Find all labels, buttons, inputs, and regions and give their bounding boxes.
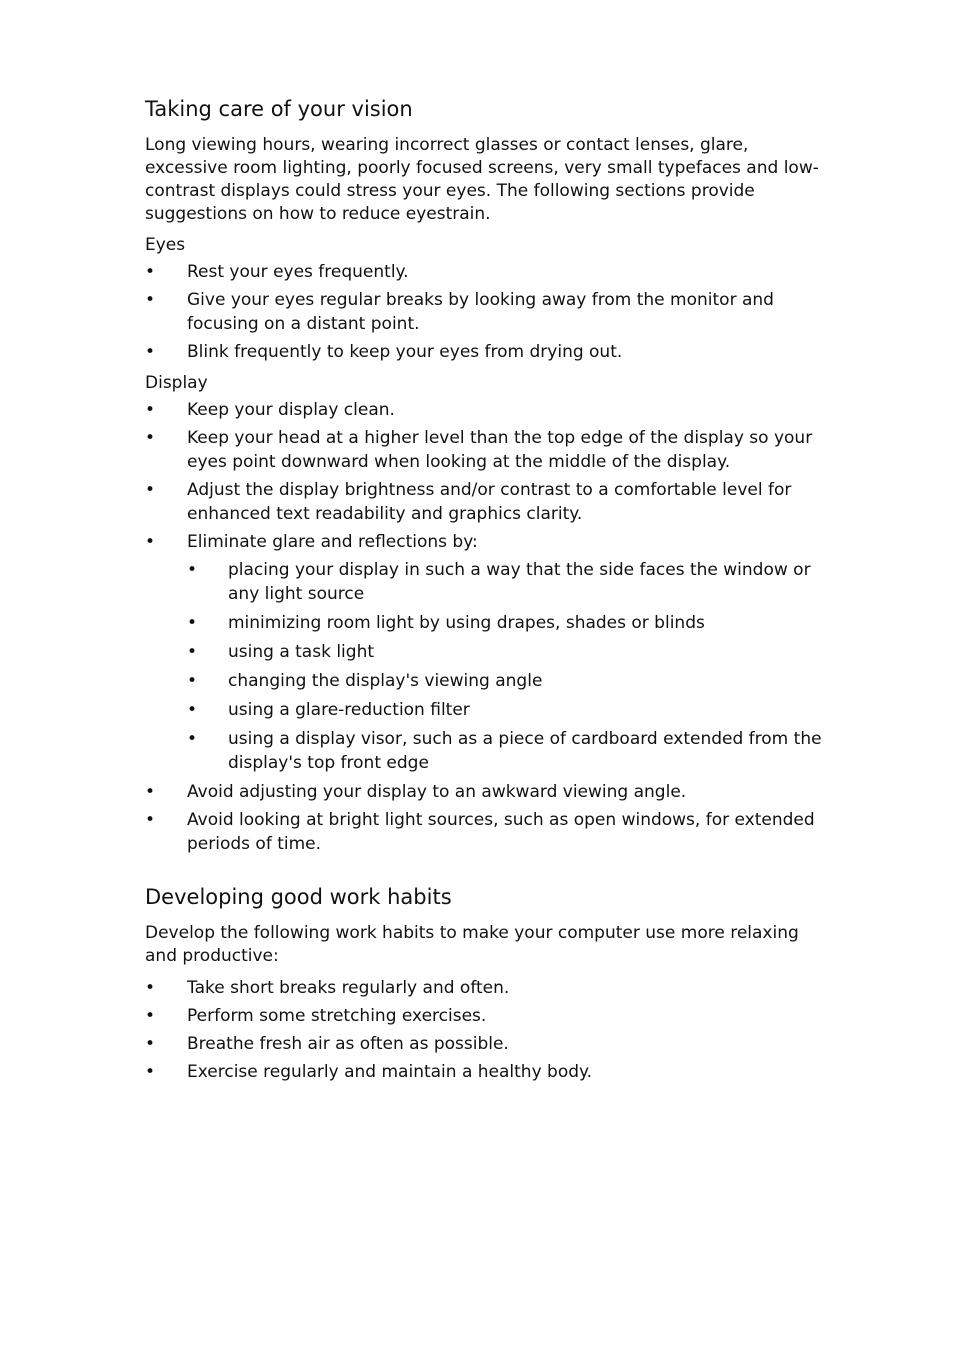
- list-item: [145, 1032, 835, 1056]
- list-item: [145, 340, 835, 364]
- bullet-icon: •: [145, 342, 156, 362]
- list-item: [145, 780, 835, 804]
- bullet-icon: •: [145, 400, 156, 420]
- list-item: [145, 1060, 835, 1084]
- list-item-text: Perform some stretching exercises.: [187, 1006, 487, 1026]
- glare-sublist: [187, 558, 835, 775]
- sublist-item: [187, 640, 835, 664]
- sublist-item: [187, 727, 835, 775]
- list-item-text: Breathe fresh air as often as possible.: [187, 1034, 509, 1054]
- bullet-icon: •: [145, 1034, 156, 1054]
- list-item: [145, 1004, 835, 1028]
- page-content: [145, 94, 835, 1092]
- list-item: [145, 426, 835, 474]
- list-item: [145, 260, 835, 284]
- sublist-item-text: changing the display's viewing angle: [228, 671, 543, 691]
- vision-intro-paragraph: Long viewing hours, wearing incorrect glasses or contact lenses, glare, excessive room lighting, poorly focused screens, very small typefaces and low-contrast displays could stress your eyes. The following sections provide suggestions on how to reduce eyestrain.: [145, 135, 819, 224]
- list-item: [145, 530, 835, 775]
- bullet-icon: •: [145, 290, 156, 310]
- eyes-subheading: Eyes: [145, 235, 186, 255]
- work-habits-list: [145, 976, 835, 1084]
- bullet-icon: •: [145, 532, 156, 552]
- sublist-item-text: placing your display in such a way that the side faces the window or any light source: [228, 560, 811, 604]
- display-subheading: Display: [145, 373, 208, 393]
- eyes-list: [145, 260, 835, 364]
- display-list: [145, 398, 835, 856]
- bullet-icon: •: [187, 671, 198, 691]
- bullet-icon: •: [145, 782, 156, 802]
- bullet-icon: •: [187, 560, 198, 580]
- sublist-item-text: using a glare-reduction filter: [228, 700, 470, 720]
- list-item-text: Keep your display clean.: [187, 400, 395, 420]
- list-item: [145, 288, 835, 336]
- sublist-item-text: minimizing room light by using drapes, shades or blinds: [228, 613, 705, 633]
- list-item: [145, 808, 835, 856]
- bullet-icon: •: [145, 428, 156, 448]
- sublist-item: [187, 698, 835, 722]
- section-heading-vision: Taking care of your vision: [145, 97, 413, 121]
- list-item-text: Take short breaks regularly and often.: [187, 978, 510, 998]
- sublist-item: [187, 558, 835, 606]
- list-item-text: Avoid looking at bright light sources, such as open windows, for extended periods of time.: [187, 810, 815, 854]
- sublist-item: [187, 669, 835, 693]
- list-item-text: Blink frequently to keep your eyes from drying out.: [187, 342, 623, 362]
- bullet-icon: •: [187, 642, 198, 662]
- work-habits-intro-paragraph: Develop the following work habits to make your computer use more relaxing and productive:: [145, 923, 799, 966]
- bullet-icon: •: [187, 700, 198, 720]
- bullet-icon: •: [145, 480, 156, 500]
- bullet-icon: •: [145, 1006, 156, 1026]
- sublist-item-text: using a display visor, such as a piece of cardboard extended from the display's top front edge: [228, 729, 822, 773]
- list-item-text: Rest your eyes frequently.: [187, 262, 409, 282]
- sublist-item-text: using a task light: [228, 642, 375, 662]
- list-item: [145, 478, 835, 526]
- list-item-text: Eliminate glare and reflections by:: [187, 532, 478, 552]
- bullet-icon: •: [145, 810, 156, 830]
- list-item: [145, 398, 835, 422]
- list-item-text: Avoid adjusting your display to an awkward viewing angle.: [187, 782, 687, 802]
- list-item-text: Keep your head at a higher level than the top edge of the display so your eyes point downward when looking at the middle of the display.: [187, 428, 813, 472]
- sublist-item: [187, 611, 835, 635]
- bullet-icon: •: [187, 729, 198, 749]
- list-item-text: Exercise regularly and maintain a healthy body.: [187, 1062, 593, 1082]
- section-heading-work-habits: Developing good work habits: [145, 885, 452, 909]
- list-item-text: Adjust the display brightness and/or contrast to a comfortable level for enhanced text readability and graphics clarity.: [187, 480, 792, 524]
- bullet-icon: •: [145, 262, 156, 282]
- list-item: [145, 976, 835, 1000]
- bullet-icon: •: [145, 1062, 156, 1082]
- bullet-icon: •: [145, 978, 156, 998]
- bullet-icon: •: [187, 613, 198, 633]
- list-item-text: Give your eyes regular breaks by looking away from the monitor and focusing on a distant point.: [187, 290, 774, 334]
